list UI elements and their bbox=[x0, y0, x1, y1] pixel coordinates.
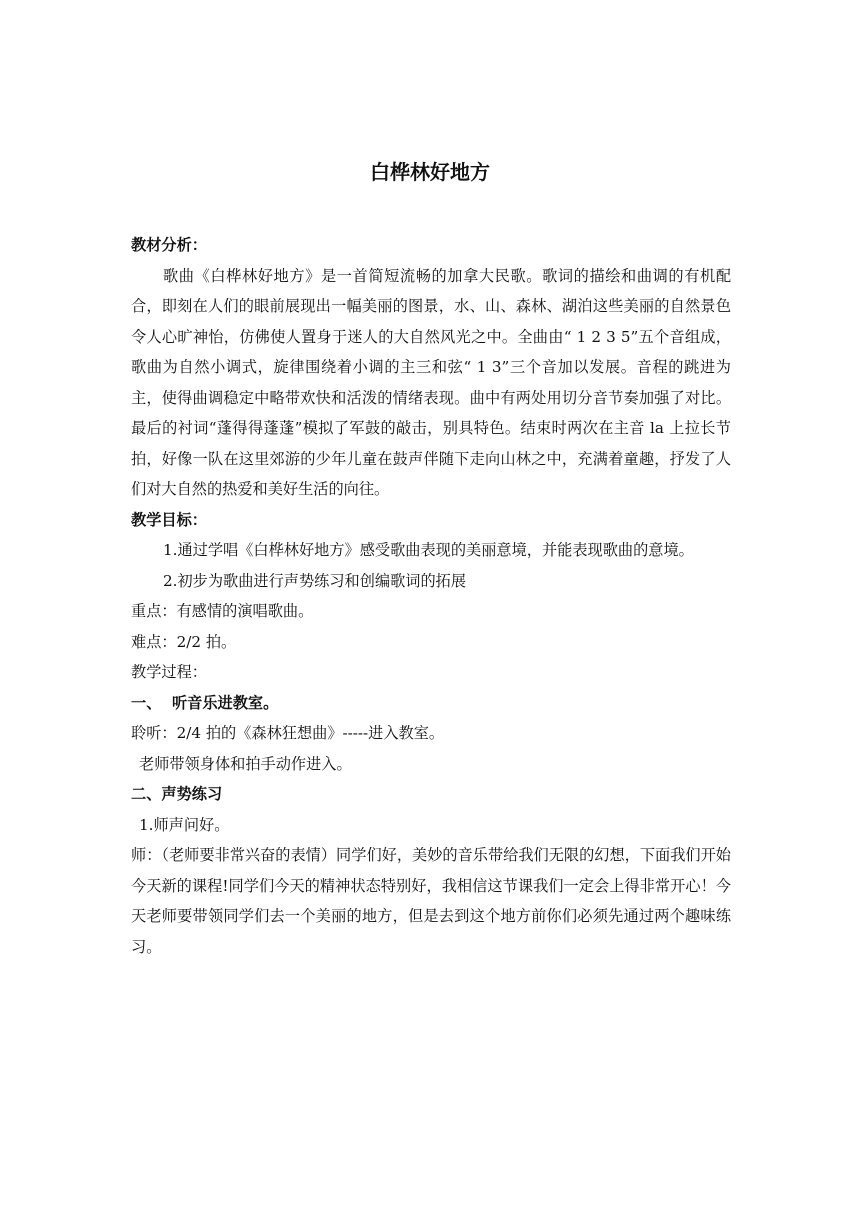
paragraph-material-analysis: 歌曲《白桦林好地方》是一首简短流畅的加拿大民歌。歌词的描绘和曲调的有机配合，即刻在人们的眼前展现出一幅美丽的图景，水、山、森林、湖泊这些美丽的自然景色令人心旷神怡，仿佛使人置身于迷人的大自然风光之中。全曲由“ 1 2 3 5”五个音组成，歌曲为自然小调式，旋律围绕着小调的主三和弦“ 1 3”三个音加以发展。音程的跳进为主，使得曲调稳定中略带欢快和活泼的情绪表现。曲中有两处用切分音节奏加强了对比。最后的衬词“蓬得得蓬蓬”模拟了军鼓的敲击，别具特色。结束时两次在主音 la 上拉长节拍，好像一队在这里郊游的少年儿童在鼓声伴随下走向山林之中，充满着童趣，抒发了人们对大自然的热爱和美好生活的向往。 bbox=[131, 266, 731, 498]
section-heading-step-1: 一、 听音乐进教室。 bbox=[131, 693, 279, 712]
difficult-point: 难点：2/2 拍。 bbox=[131, 632, 237, 651]
teaching-process-label: 教学过程： bbox=[131, 663, 207, 681]
teacher-leads-line: 老师带领身体和拍手动作进入。 bbox=[139, 754, 352, 773]
section-heading-material-analysis: 教材分析： bbox=[131, 236, 207, 254]
section-heading-teaching-goals: 教学目标： bbox=[131, 510, 207, 529]
document-title: 白桦林好地方 bbox=[370, 160, 490, 184]
teacher-speech-paragraph: 师：（老师要非常兴奋的表情）同学们好，美妙的音乐带给我们无限的幻想，下面我们开始今天新的课程!同学们今天的精神状态特别好，我相信这节课我们一定会上得非常开心！今天老师要带领同学们去一个美丽的地方，但是去到这个地方前你们必须先通过两个趣味练习。 bbox=[131, 846, 731, 956]
greeting-item: 1.师声问好。 bbox=[139, 815, 230, 834]
document-body bbox=[131, 230, 731, 962]
key-point: 重点：有感情的演唱歌曲。 bbox=[131, 602, 314, 620]
listening-line: 聆听：2/4 拍的《森林狂想曲》-----进入教室。 bbox=[131, 724, 445, 742]
goal-item-2: 2.初步为歌曲进行声势练习和创编歌词的拓展 bbox=[163, 571, 467, 590]
goal-item-1: 1.通过学唱《白桦林好地方》感受歌曲表现的美丽意境，并能表现歌曲的意境。 bbox=[163, 541, 694, 559]
section-heading-step-2: 二、声势练习 bbox=[131, 785, 223, 803]
